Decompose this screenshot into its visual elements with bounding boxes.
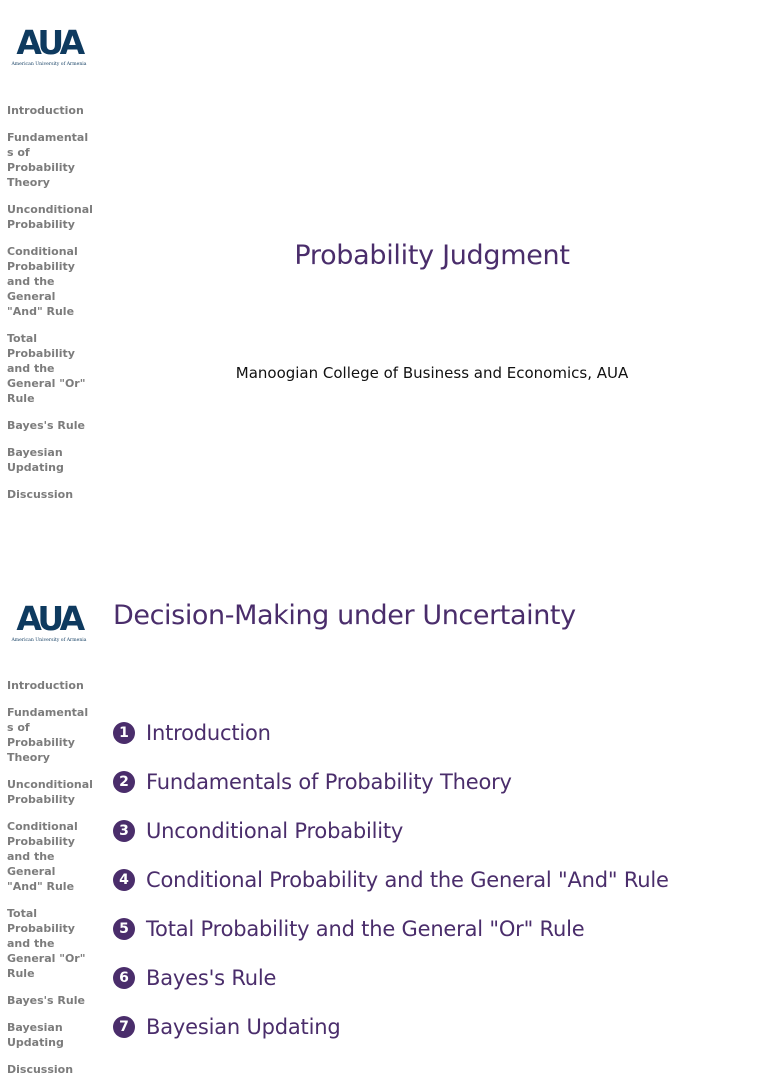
presentation-institute: Manoogian College of Business and Economics, AUA bbox=[235, 364, 629, 382]
sidebar-item-fundamentals[interactable]: Fundamentals of Probability Theory bbox=[7, 131, 89, 189]
sidebar-item-introduction[interactable]: Introduction bbox=[7, 679, 84, 692]
outline-list bbox=[113, 708, 669, 1051]
outline-item-bayes-rule[interactable] bbox=[113, 953, 669, 1002]
outline-item-conditional-probability[interactable] bbox=[113, 855, 669, 904]
sidebar-item-bayesian-updating[interactable]: Bayesian Updating bbox=[7, 446, 64, 474]
outline-item-label: Fundamentals of Probability Theory bbox=[146, 769, 512, 794]
aua-logo bbox=[9, 24, 89, 70]
sidebar-item-bayes-rule[interactable]: Bayes's Rule bbox=[7, 419, 85, 432]
section-number-badge: 5 bbox=[113, 918, 135, 940]
outline-item-fundamentals[interactable] bbox=[113, 757, 669, 806]
outline-item-label: Bayesian Updating bbox=[146, 1014, 341, 1039]
sidebar-item-total-probability[interactable]: Total Probability and the General "Or" Rule bbox=[7, 907, 86, 980]
frame-title: Decision-Making under Uncertainty bbox=[113, 600, 576, 631]
sidebar-item-unconditional-probability[interactable]: Unconditional Probability bbox=[7, 778, 93, 806]
outline-slide bbox=[0, 578, 768, 1076]
sidebar-item-introduction[interactable]: Introduction bbox=[7, 104, 84, 117]
sidebar-item-bayes-rule[interactable]: Bayes's Rule bbox=[7, 994, 85, 1007]
outline-item-unconditional-probability[interactable] bbox=[113, 806, 669, 855]
logo-text: AUA bbox=[16, 23, 82, 62]
sidebar-nav bbox=[7, 678, 93, 1089]
section-number-badge: 6 bbox=[113, 967, 135, 989]
section-number-badge: 4 bbox=[113, 869, 135, 891]
sidebar-item-discussion[interactable]: Discussion bbox=[7, 488, 74, 501]
sidebar-item-conditional-probability[interactable]: Conditional Probability and the General "And" Rule bbox=[7, 245, 78, 318]
section-number-badge: 7 bbox=[113, 1016, 135, 1038]
sidebar-item-total-probability[interactable]: Total Probability and the General "Or" Rule bbox=[7, 332, 86, 405]
outline-item-label: Unconditional Probability bbox=[146, 818, 404, 843]
logo-subtext: American University of Armenia bbox=[11, 638, 87, 643]
sidebar-nav bbox=[7, 103, 93, 514]
aua-logo-mark bbox=[9, 600, 89, 646]
outline-item-introduction[interactable] bbox=[113, 708, 669, 757]
sidebar-item-conditional-probability[interactable]: Conditional Probability and the General "And" Rule bbox=[7, 820, 78, 893]
section-number-badge: 3 bbox=[113, 820, 135, 842]
aua-logo bbox=[9, 600, 89, 646]
sidebar-item-fundamentals[interactable]: Fundamentals of Probability Theory bbox=[7, 706, 89, 764]
sidebar-item-unconditional-probability[interactable]: Unconditional Probability bbox=[7, 203, 93, 231]
outline-item-bayesian-updating[interactable] bbox=[113, 1002, 669, 1051]
section-number-badge: 1 bbox=[113, 722, 135, 744]
outline-item-label: Bayes's Rule bbox=[146, 965, 277, 990]
outline-item-label: Total Probability and the General "Or" Rule bbox=[146, 916, 585, 941]
outline-item-label: Conditional Probability and the General "And" Rule bbox=[146, 867, 669, 892]
section-number-badge: 2 bbox=[113, 771, 135, 793]
outline-item-total-probability[interactable] bbox=[113, 904, 669, 953]
logo-subtext: American University of Armenia bbox=[11, 62, 87, 67]
sidebar-item-bayesian-updating[interactable]: Bayesian Updating bbox=[7, 1021, 64, 1049]
presentation-title: Probability Judgment bbox=[294, 240, 570, 271]
outline-item-label: Introduction bbox=[146, 720, 271, 745]
logo-text: AUA bbox=[16, 599, 82, 638]
aua-logo-mark bbox=[9, 24, 89, 70]
sidebar-item-discussion[interactable]: Discussion bbox=[7, 1063, 74, 1076]
